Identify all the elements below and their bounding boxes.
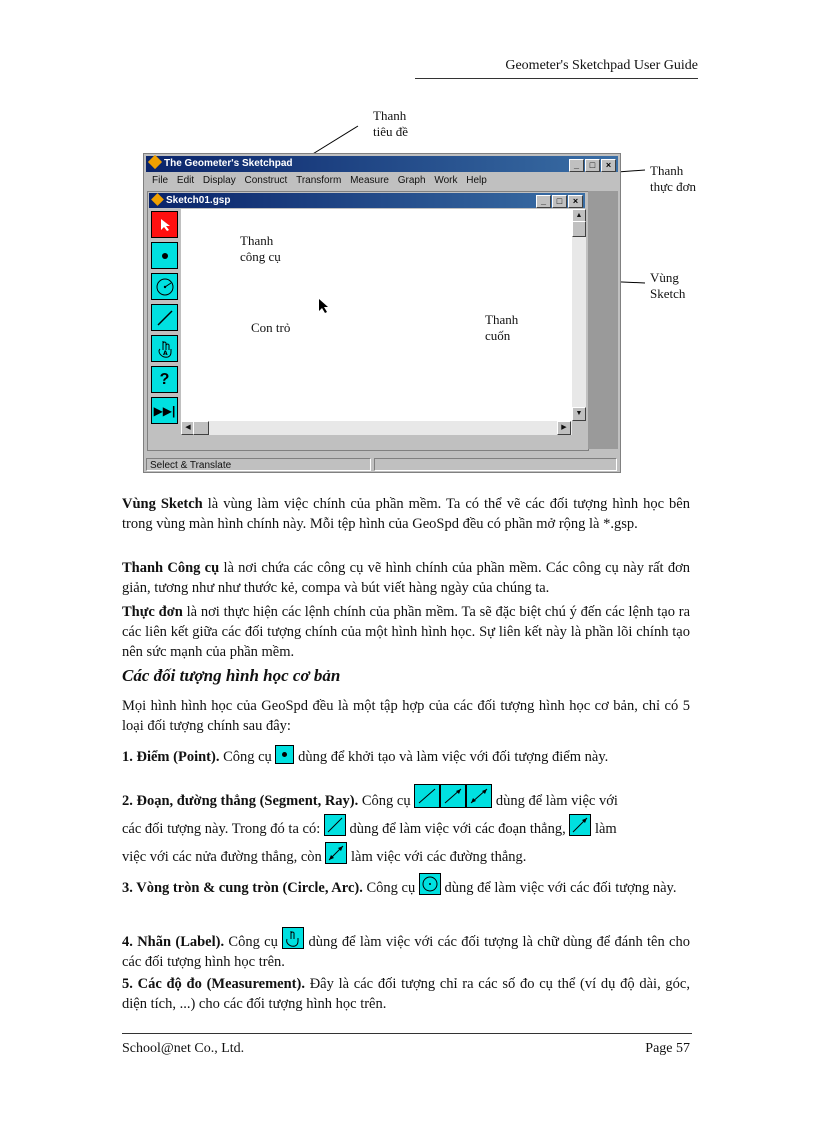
line-tool-icon-2 [325,842,347,864]
menu-construct[interactable]: Construct [244,175,288,186]
callout-menu-bar: Thanh thực đơn [650,163,697,194]
doc-title-bar[interactable] [149,193,585,208]
item-point: 1. Điểm (Point). Công cụ dùng để khởi tạo và làm việc với đối tượng điểm này. [122,745,690,767]
menu-graph[interactable]: Graph [397,175,426,186]
horizontal-scrollbar[interactable] [181,421,572,435]
status-bar [146,458,618,472]
point-tool-icon [275,745,294,764]
callout-toolbar: Thanh công cụ [240,233,281,264]
item-label: 4. Nhãn (Label). Công cụ dùng để làm việc với các đối tượng là chữ dùng để đánh tên cho các đối tượng hình học trên. [122,927,690,972]
app-diamond-icon [148,155,162,169]
doc-diamond-icon [151,193,164,206]
doc-title: Sketch01.gsp [166,195,231,206]
status-blank [374,458,617,471]
scroll-down-button[interactable]: ▼ [572,407,586,421]
menu-edit[interactable]: Edit [176,175,195,186]
paragraph-toolbar: Thanh Công cụ là nơi chứa các công cụ vẽ hình chính của phần mềm. Các công cụ này rất đơn giản, tương như như thước kẻ, compa và bút viết hàng ngày của chúng ta. [122,560,690,596]
section-heading: Các đối tượng hình học cơ bản [122,666,341,685]
item-circle: 3. Vòng tròn & cung tròn (Circle, Arc). Công cụ dùng để làm việc với các đối tượng này. [122,873,690,898]
text-hand-tool-icon-inline [282,927,304,949]
menu-measure[interactable]: Measure [350,175,389,186]
compass-tool-icon[interactable] [151,273,178,300]
question-tool-icon[interactable]: ? [151,366,178,393]
callout-title-bar: Thanh tiêu đề [373,108,409,139]
menu-transform[interactable]: Transform [296,175,342,186]
footer-page-number: Page 57 [645,1041,690,1056]
app-title: The Geometer's Sketchpad [164,158,293,169]
scroll-right-button[interactable]: ▶ [557,421,571,435]
footer-rule [122,1033,692,1034]
scroll-up-button[interactable]: ▲ [572,209,586,223]
doc-minimize-button[interactable]: _ [536,195,551,208]
minimize-button[interactable]: _ [569,159,584,172]
cursor-icon [318,298,330,314]
app-title-bar[interactable] [146,156,618,172]
text-hand-tool-icon[interactable] [151,335,178,362]
script-tool-icon[interactable]: ▶▶| [151,397,178,424]
scroll-left-button[interactable]: ◀ [181,421,195,435]
callout-sketch-area: Vùng Sketch [650,270,686,301]
toolbox [149,209,180,431]
vertical-scrollbar[interactable] [572,209,586,421]
menu-bar [146,173,618,189]
menu-work[interactable]: Work [434,175,458,186]
point-tool-icon[interactable] [151,242,178,269]
straightedge-tool-icon[interactable] [151,304,178,331]
ray-tool-icon-2 [569,814,591,836]
paragraph-menu: Thực đơn là nơi thực hiện các lệnh chính của phần mềm. Ta sẽ đặc biệt chú ý đến các lệnh tạo ra các liên kết giữa các đối tượng chính của một hình hình học. Sự liên kết này là phần lõi chính tạo nên sức mạnh của phần mềm. [122,604,691,660]
callout-pointer: Con trỏ [251,320,291,335]
running-header: Geometer's Sketchpad User Guide [505,58,698,73]
app-workspace [588,191,618,449]
sketch-canvas[interactable] [181,209,572,421]
menu-help[interactable]: Help [466,175,487,186]
paragraph-intro: Mọi hình hình học của GeoSpd đều là một tập hợp của các đối tượng hình học cơ bản, chỉ có 5 loại đối tượng chính sau đây: [122,698,690,734]
compass-tool-icon-inline [419,873,441,895]
footer-company: School@net Co., Ltd. [122,1041,245,1056]
item-segment: 2. Đoạn, đường thẳng (Segment, Ray). Công cụ dùng để làm việc với các đối tượng này. Trong đó ta có: dùng để làm việc với các đoạn thẳng, làm việc với các nửa đường thẳng, còn làm việc với các đường thẳng. [122,784,690,870]
callout-scroll-bar: Thanh cuốn [485,312,519,343]
vscroll-thumb[interactable] [572,221,586,237]
doc-close-button[interactable]: × [568,195,583,208]
doc-maximize-button[interactable]: □ [552,195,567,208]
line-tool-icon [466,784,492,808]
close-button[interactable]: × [601,159,616,172]
paragraph-sketch-area: Vùng Sketch là vùng làm việc chính của phần mềm. Ta có thể vẽ các đối tượng hình học bên trong vùng màn hình chính này. Mỗi tệp hình của GeoSpd đều có phần mở rộng là *.gsp. [122,496,690,532]
sketch-document-window [147,191,589,451]
svg-text:A: A [162,349,168,357]
status-text: Select & Translate [146,458,371,471]
segment-tool-icon-2 [324,814,346,836]
menu-file[interactable]: File [152,175,169,186]
hscroll-thumb[interactable] [193,421,209,435]
ray-tool-icon [440,784,466,808]
menu-display[interactable]: Display [202,175,236,186]
maximize-button[interactable]: □ [585,159,600,172]
item-measurement: 5. Các độ đo (Measurement). Đây là các đối tượng chỉ ra các số đo cụ thể (ví dụ độ dài, góc, diện tích, ...) cho các đối tượng hình học trên. [122,976,690,1012]
arrow-tool-icon[interactable] [151,211,178,238]
sketchpad-window [143,153,621,473]
segment-tool-icon [414,784,440,808]
